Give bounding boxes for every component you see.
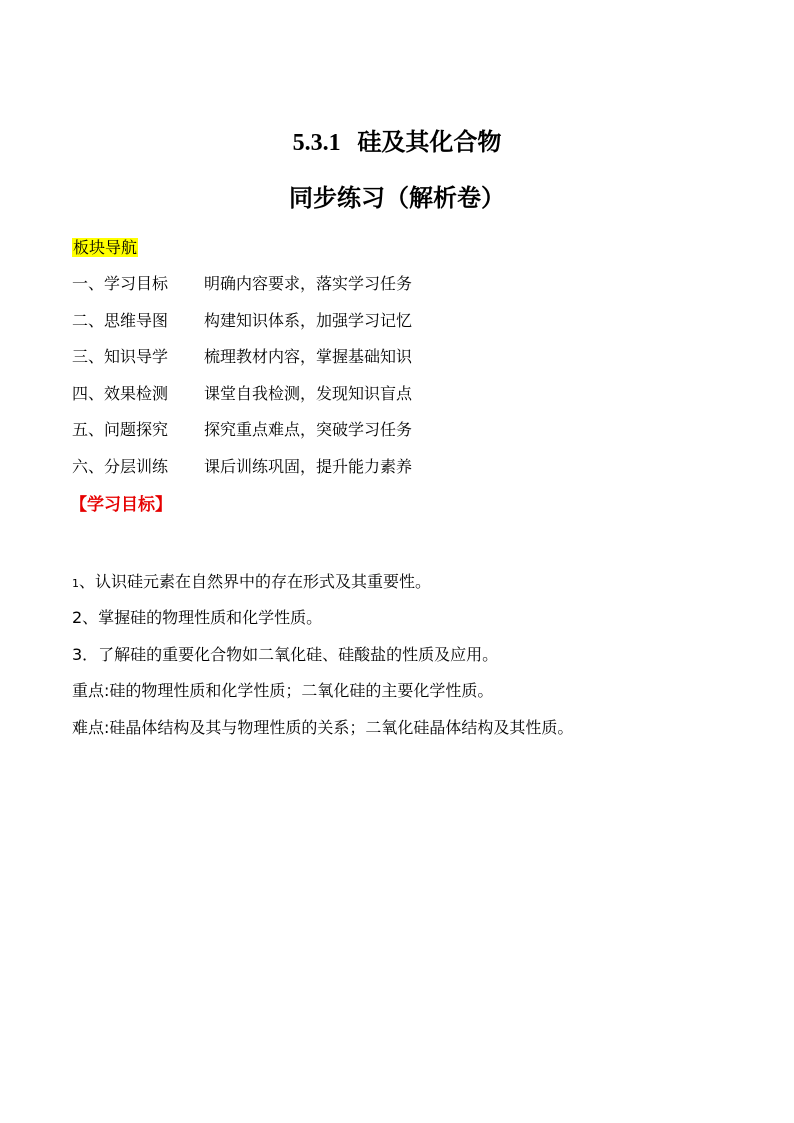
objective-item: 3．了解硅的重要化合物如二氧化硅、硅酸盐的性质及应用。 — [72, 644, 499, 664]
nav-item-description: 课堂自我检测，发现知识盲点 — [204, 383, 413, 403]
nav-item-description: 梳理教材内容，掌握基础知识 — [204, 347, 413, 366]
nav-item-label: 一、学习目标 — [72, 274, 169, 293]
highlighted-header-text: 板块导航 — [73, 238, 138, 257]
nav-item — [72, 380, 412, 417]
section-navigation-header — [72, 236, 138, 260]
nav-item-label: 五、问题探究 — [72, 420, 169, 439]
objective-item: 2、掌握硅的物理性质和化学性质。 — [72, 608, 323, 628]
learning-objectives-heading: 【学习目标】 — [70, 495, 172, 515]
objective-number: 1 — [72, 577, 79, 590]
title-number: 5.3.1 — [292, 130, 341, 156]
nav-item-label: 六、分层训练 — [72, 456, 169, 476]
nav-item — [72, 453, 412, 490]
objective-item — [72, 568, 573, 604]
nav-item-label: 四、效果检测 — [72, 383, 169, 403]
objective-text: 、认识硅元素在自然界中的存在形式及其重要性。 — [79, 572, 432, 591]
nav-item-description: 探究重点难点，突破学习任务 — [204, 420, 413, 439]
nav-item — [72, 307, 412, 344]
document-subtitle: 同步练习（解析卷） — [289, 184, 505, 212]
nav-item-description: 课后训练巩固，提升能力素养 — [204, 456, 413, 476]
nav-item-label: 二、思维导图 — [72, 310, 169, 330]
difficult-points: 难点:硅晶体结构及其与物理性质的关系；二氧化硅晶体结构及其性质。 — [72, 717, 574, 737]
document-title — [0, 126, 794, 159]
nav-item-label: 三、知识导学 — [72, 347, 169, 366]
learning-objectives-list — [72, 568, 573, 750]
nav-item — [72, 343, 412, 380]
nav-item-description: 构建知识体系，加强学习记忆 — [204, 310, 413, 330]
title-text: 硅及其化合物 — [357, 128, 502, 156]
nav-item — [72, 270, 412, 307]
nav-item — [72, 416, 412, 453]
key-points: 重点:硅的物理性质和化学性质；二氧化硅的主要化学性质。 — [72, 681, 494, 701]
section-navigation-list — [72, 270, 412, 489]
nav-item-description: 明确内容要求，落实学习任务 — [204, 274, 413, 293]
